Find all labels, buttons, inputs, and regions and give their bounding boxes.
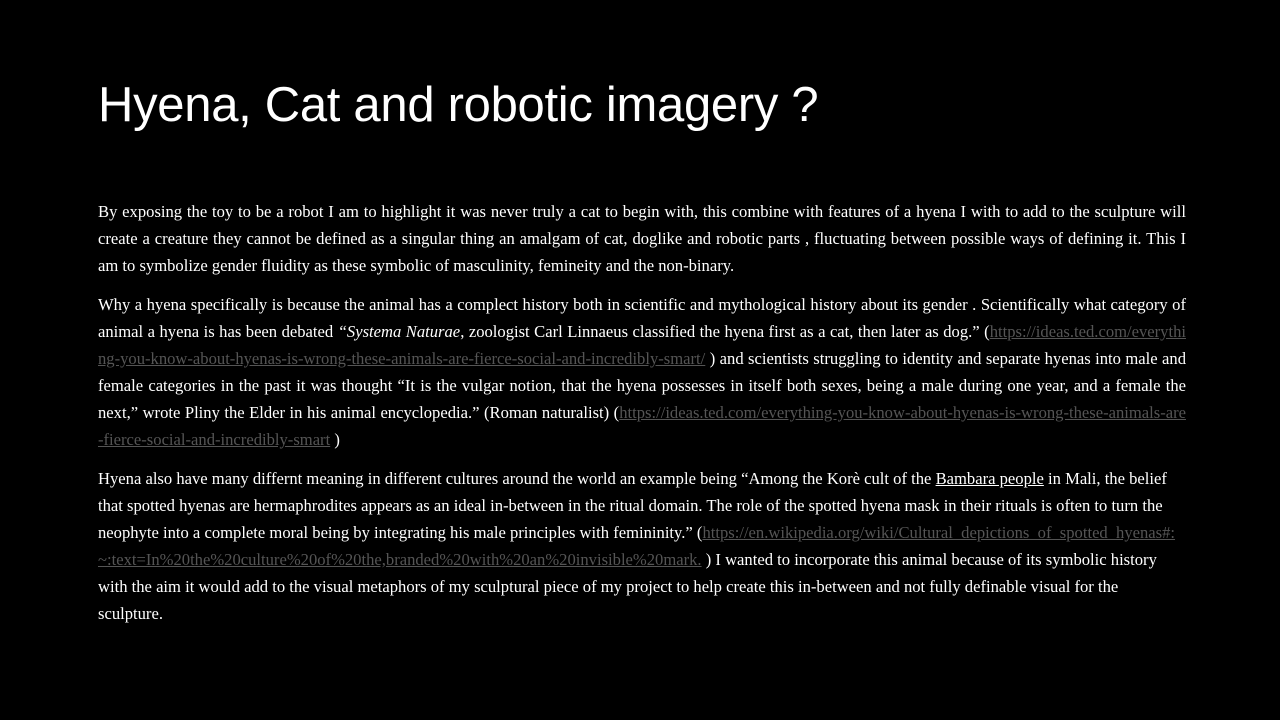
paragraph-why-hyena-text-3: ) and scientists struggling to identity and separate hyenas into male and female categories in the past it was thought “It is the vulgar notion, that the hyena possesses in itself both sexes, being a male during one year, and a female the next,” wrote Pliny the Elder in his animal encyclopedia.” (Roman naturalist) ( [98, 349, 1186, 422]
paragraph-cultural-text-2: in Mali, the belief that spotted hyenas are hermaphrodites appears as an ideal in-between in the ritual domain. The role of the spotted hyena mask in their rituals is often to turn the neophyte into a complete moral being by integrating his male principles with femininity.” ( [98, 469, 1167, 542]
paragraph-why-hyena-text-4: ) [330, 430, 340, 449]
paragraph-cultural-meaning [98, 465, 1186, 627]
bambara-people-link[interactable]: Bambara people [935, 469, 1044, 488]
wikipedia-hyena-link[interactable]: https://en.wikipedia.org/wiki/Cultural_depictions_of_spotted_hyenas#:~:text=In%20the%20culture%20of%20the,branded%20with%20an%20invisible%20mark. [98, 523, 1176, 569]
ted-article-link-1[interactable]: https://ideas.ted.com/everything-you-know-about-hyenas-is-wrong-these-animals-are-fierce-social-and-incredibly-smart/ [98, 322, 1187, 368]
paragraph-cultural-text-3: ) I wanted to incorporate this animal because of its symbolic history with the aim it would add to the visual metaphors of my sculptural piece of my project to help create this in-between and not fully definable visual for the sculpture. [98, 550, 1157, 623]
systema-naturae-italic: “Systema Naturae [337, 322, 461, 341]
paragraph-why-hyena [98, 291, 1186, 453]
paragraph-toy-robot: By exposing the toy to be a robot I am to highlight it was never truly a cat to begin with, this combine with features of a hyena I with to add to the sculpture will create a creature they cannot be defined as a singular thing an amalgam of cat, doglike and robotic parts , fluctuating between possible ways of defining it. This I am to symbolize gender fluidity as these symbolic of masculinity, femineity and the non-binary. [98, 202, 1186, 275]
paragraph-cultural-text-1: Hyena also have many differnt meaning in different cultures around the world an example being “Among the Korè cult of the [98, 469, 936, 488]
slide-title: Hyena, Cat and robotic imagery ? [98, 78, 819, 132]
ted-article-link-2[interactable]: https://ideas.ted.com/everything-you-know-about-hyenas-is-wrong-these-animals-are-fierce-social-and-incredibly-smart [98, 403, 1186, 449]
paragraph-why-hyena-text-1: Why a hyena specifically is because the animal has a complect history both in scientific and mythological history about its gender . Scientifically what category of animal a hyena is has been debated [98, 295, 1186, 341]
paragraph-why-hyena-text-2: , zoologist Carl Linnaeus classified the hyena first as a cat, then later as dog.” ( [460, 322, 990, 341]
slide-body [98, 198, 1186, 639]
